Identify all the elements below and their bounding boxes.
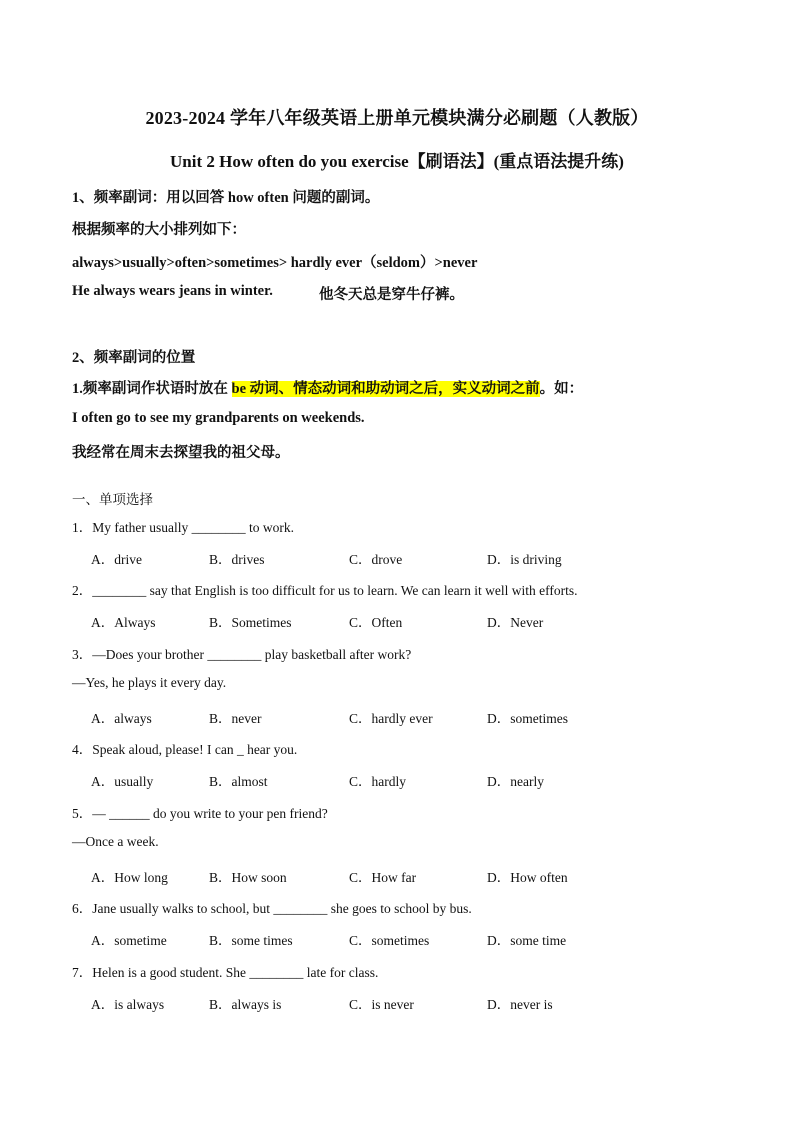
example-2-chinese: 我经常在周末去探望我的祖父母。 (72, 445, 290, 461)
option-c[interactable]: C．drove (349, 552, 403, 567)
option-b[interactable]: B．always is (209, 997, 282, 1012)
option-d[interactable]: D．How often (487, 870, 568, 885)
page-subtitle: Unit 2 How often do you exercise【刷语法】(重点语法提升练) (170, 152, 624, 171)
option-b[interactable]: B．Sometimes (209, 615, 292, 630)
position-rule-suffix: 。如： (539, 381, 584, 397)
option-b[interactable]: B．some times (209, 933, 293, 948)
option-a[interactable]: A．usually (91, 774, 154, 789)
option-a[interactable]: A．Always (91, 615, 156, 630)
option-a[interactable]: A．How long (91, 870, 168, 885)
section-title: 一、单项选择 (72, 492, 153, 507)
option-c[interactable]: C．How far (349, 870, 417, 885)
page-title: 2023-2024 学年八年级英语上册单元模块满分必刷题（人教版） (145, 108, 649, 128)
position-rule (72, 377, 583, 398)
question-answer-line: —Yes, he plays it every day. (72, 675, 227, 690)
option-a[interactable]: A．always (91, 711, 152, 726)
position-rule-highlight-text: 动词、情态动词和助动词之后，实义动词之前 (246, 381, 540, 397)
position-rule-highlight-be: be (231, 381, 246, 397)
question-stem: 7．Helen is a good student. She ________ late for class. (72, 965, 379, 980)
question-stem: 2．________ say that English is too difficult for us to learn. We can learn it well with efforts. (72, 583, 578, 598)
question-answer-line: —Once a week. (72, 834, 159, 849)
position-rule-prefix: 1.频率副词作状语时放在 (72, 381, 232, 397)
option-c[interactable]: C．is never (349, 997, 414, 1012)
example-1-chinese: 他冬天总是穿牛仔裤。 (319, 287, 464, 303)
option-d[interactable]: D．some time (487, 933, 567, 948)
frequency-order-list: always>usually>often>sometimes> hardly ever（seldom）>never (72, 255, 478, 271)
question-stem: 3．—Does your brother ________ play basketball after work? (72, 647, 412, 662)
frequency-order-intro: 根据频率的大小排列如下： (72, 222, 246, 238)
option-a[interactable]: A．sometime (91, 933, 167, 948)
example-1-english: He always wears jeans in winter. (72, 283, 273, 299)
option-a[interactable]: A．drive (91, 552, 142, 567)
option-c[interactable]: C．hardly (349, 774, 406, 789)
option-d[interactable]: D．never is (487, 997, 553, 1012)
option-d[interactable]: D．nearly (487, 774, 544, 789)
example-2-english: I often go to see my grandparents on weekends. (72, 410, 365, 426)
option-b[interactable]: B．never (209, 711, 262, 726)
option-d[interactable]: D．sometimes (487, 711, 568, 726)
grammar-point-2-heading: 2、频率副词的位置 (72, 350, 196, 366)
option-d[interactable]: D．is driving (487, 552, 562, 567)
option-b[interactable]: B．How soon (209, 870, 287, 885)
option-d[interactable]: D．Never (487, 615, 544, 630)
option-b[interactable]: B．drives (209, 552, 265, 567)
question-stem: 4．Speak aloud, please! I can _ hear you. (72, 742, 298, 757)
option-a[interactable]: A．is always (91, 997, 165, 1012)
option-c[interactable]: C．hardly ever (349, 711, 433, 726)
option-c[interactable]: C．sometimes (349, 933, 430, 948)
option-c[interactable]: C．Often (349, 615, 403, 630)
grammar-point-1-heading: 1、频率副词：用以回答 how often 问题的副词。 (72, 190, 380, 206)
question-stem: 1．My father usually ________ to work. (72, 520, 294, 535)
question-stem: 6．Jane usually walks to school, but ________ she goes to school by bus. (72, 901, 472, 916)
option-b[interactable]: B．almost (209, 774, 268, 789)
question-stem: 5．— ______ do you write to your pen friend? (72, 806, 328, 821)
